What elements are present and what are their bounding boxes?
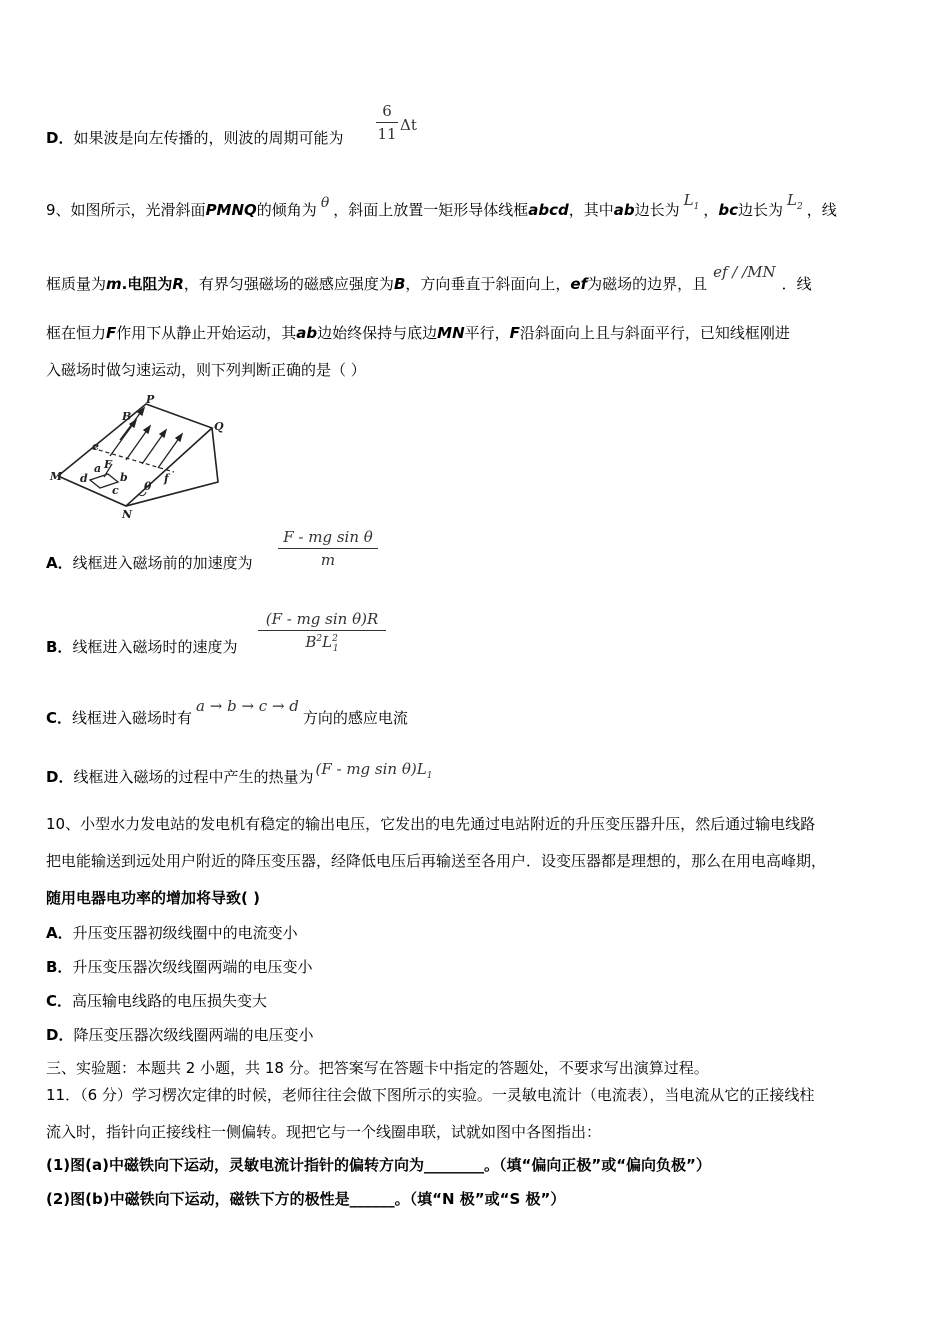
label-d: d — [80, 472, 88, 485]
B-exponent: 2 — [316, 634, 323, 644]
q10-option-c — [46, 991, 267, 1011]
q10-stem-line-2: 把电能输送到远处用户附近的降压变压器，经降低电压后再输送至各用户．设变压器都是理想的，那么在用电高峰期， — [46, 852, 827, 870]
text: 如图所示，光滑斜面 — [70, 201, 206, 219]
option-label: D． — [46, 1026, 74, 1044]
L-subscript: 1 — [332, 644, 339, 654]
text: 边始终保持与底边 — [317, 324, 438, 342]
B-letter: B — [305, 633, 317, 651]
var-bc: bc — [718, 201, 739, 219]
q9-option-c — [46, 697, 408, 728]
label-e: e — [92, 440, 99, 453]
var-abcd: abcd — [528, 201, 569, 219]
text: ，其中 — [568, 201, 614, 219]
text: ，线 — [806, 201, 837, 219]
option-label: B． — [46, 958, 73, 976]
fraction-bar — [258, 630, 386, 631]
text: 框质量为 — [46, 275, 107, 293]
q9-option-b-fraction — [258, 610, 386, 654]
var-theta: θ — [320, 195, 330, 211]
fraction-denominator: m — [320, 551, 336, 569]
var-ef: ef — [570, 275, 588, 293]
fraction-numerator: (F - mg sin θ)R — [265, 610, 379, 628]
text: ， — [703, 201, 719, 219]
option-text: 升压变压器初级线圈中的电流变小 — [72, 924, 298, 942]
text: 平行， — [464, 324, 510, 342]
q9-incline-figure — [46, 394, 236, 524]
var-ab: ab — [613, 201, 635, 219]
text: ，斜面上放置一矩形导体线框 — [333, 201, 529, 219]
q9-stem-line-1 — [46, 191, 837, 227]
option-text: 线框进入磁场时有 — [72, 709, 193, 727]
option-text: 如果波是向左传播的，则波的周期可能为 — [73, 129, 344, 147]
label-a: a — [94, 462, 102, 475]
q9-option-a-fraction — [278, 528, 378, 569]
q8-delta-t: Δt — [400, 116, 417, 134]
L-letter: L — [787, 191, 797, 209]
q9-option-a — [46, 553, 253, 573]
var-L1 — [683, 191, 700, 212]
q10-option-a — [46, 923, 298, 943]
text: .电阻为 — [121, 275, 173, 293]
question-number: 9、 — [46, 201, 71, 219]
var-F: F — [106, 324, 117, 342]
q8-option-d — [46, 128, 343, 148]
option-label: D． — [46, 768, 74, 786]
text: ，方向垂直于斜面向上， — [405, 275, 571, 293]
q10-stem-line-1: 10、小型水力发电站的发电机有稳定的输出电压，它发出的电先通过电站附近的升压变压器升压，然后通过输电线路 — [46, 815, 816, 833]
label-M: M — [50, 470, 63, 483]
var-pmnq: PMNQ — [205, 201, 257, 219]
option-text: 线框进入磁场前的加速度为 — [72, 554, 253, 572]
var-B: B — [393, 275, 406, 293]
option-label: D． — [46, 129, 74, 147]
q9-option-b — [46, 637, 237, 657]
option-text: 升压变压器次级线圈两端的电压变小 — [72, 958, 313, 976]
text: 为磁场的边界，且 — [587, 275, 708, 293]
option-text: 线框进入磁场的过程中产生的热量为 — [73, 768, 314, 786]
formula-body: (F - mg sin θ)L — [315, 760, 427, 778]
label-B: B — [122, 410, 132, 423]
var-ab: ab — [296, 324, 318, 342]
q11-subquestion-2: (2)图(b)中磁铁向下运动，磁铁下方的极性是______。（填“N 极”或“S 极”） — [46, 1190, 566, 1208]
label-c: c — [112, 484, 119, 497]
label-b: b — [120, 471, 128, 484]
q10-option-b — [46, 957, 312, 977]
option-label: A． — [46, 924, 73, 942]
L-subscript: 2 — [797, 202, 803, 212]
L-letter: L — [683, 191, 694, 209]
option-label: C． — [46, 992, 73, 1010]
text: 沿斜面向上且与斜面平行，已知线框刚进 — [519, 324, 790, 342]
option-text: 降压变压器次级线圈两端的电压变小 — [73, 1026, 314, 1044]
L-letter: L — [322, 633, 333, 651]
q9-stem-line-2 — [46, 263, 812, 294]
formula-ef-parallel-mn: ef / /MN — [713, 263, 776, 281]
var-MN: MN — [437, 324, 465, 342]
q11-stem-line-1: 11．（6 分）学习楞次定律的时候，老师往往会做下图所示的实验。一灵敏电流计（电流表），当电流从它的正接线柱 — [46, 1086, 815, 1104]
q11-subquestion-1: (1)图(a)中磁铁向下运动，灵敏电流计指针的偏转方向为________。（填“偏向正极”或“偏向负极”） — [46, 1156, 711, 1174]
fraction-bar — [278, 548, 378, 549]
formula-heat — [315, 760, 433, 781]
text: ．线 — [781, 275, 812, 293]
text: 的倾角为 — [256, 201, 317, 219]
var-L2 — [787, 191, 803, 212]
label-P: P — [146, 394, 155, 406]
var-F: F — [509, 324, 520, 342]
option-text: 线框进入磁场时的速度为 — [72, 638, 238, 656]
var-m: m — [106, 275, 122, 293]
option-text-tail: 方向的感应电流 — [302, 709, 408, 727]
label-theta: θ — [144, 480, 152, 493]
q9-stem-line-3 — [46, 323, 790, 343]
option-label: A． — [46, 554, 73, 572]
fraction-numerator: F - mg sin θ — [283, 528, 373, 546]
fraction-denominator: 11 — [377, 125, 397, 143]
formula-current-direction: a → b → c → d — [196, 697, 299, 715]
q9-stem-line-4: 入磁场时做匀速运动，则下列判断正确的是（ ） — [46, 361, 366, 379]
option-label: C． — [46, 709, 73, 727]
section-heading: 三、实验题：本题共 2 小题，共 18 分。把答案写在答题卡中指定的答题处，不要求写出演算过程。 — [46, 1059, 709, 1077]
q8-fraction — [376, 102, 398, 143]
L-exponent: 2 — [332, 634, 338, 644]
label-N: N — [122, 508, 133, 521]
q10-stem-line-3: 随用电器电功率的增加将导致( ) — [46, 889, 260, 907]
L-subscript: 1 — [426, 771, 433, 781]
fraction-bar — [376, 122, 398, 123]
text: 边长为 — [634, 201, 680, 219]
var-R: R — [172, 275, 184, 293]
label-Q: Q — [214, 420, 224, 433]
L-subscript: 1 — [693, 202, 700, 212]
text: 框在恒力 — [46, 324, 107, 342]
q9-option-d — [46, 760, 433, 794]
text: ，有界匀强磁场的磁感应强度为 — [183, 275, 394, 293]
q10-option-d — [46, 1025, 313, 1045]
fraction-denominator — [258, 633, 386, 654]
fraction-numerator: 6 — [382, 102, 392, 120]
label-F: F — [104, 458, 112, 471]
text: 作用下从静止开始运动，其 — [116, 324, 297, 342]
q11-stem-line-2: 流入时，指针向正接线柱一侧偏转。现把它与一个线圈串联，试就如图中各图指出： — [46, 1123, 602, 1141]
option-text: 高压输电线路的电压损失变大 — [72, 992, 268, 1010]
text: 边长为 — [738, 201, 784, 219]
label-f: f — [164, 472, 169, 485]
option-label: B． — [46, 638, 73, 656]
